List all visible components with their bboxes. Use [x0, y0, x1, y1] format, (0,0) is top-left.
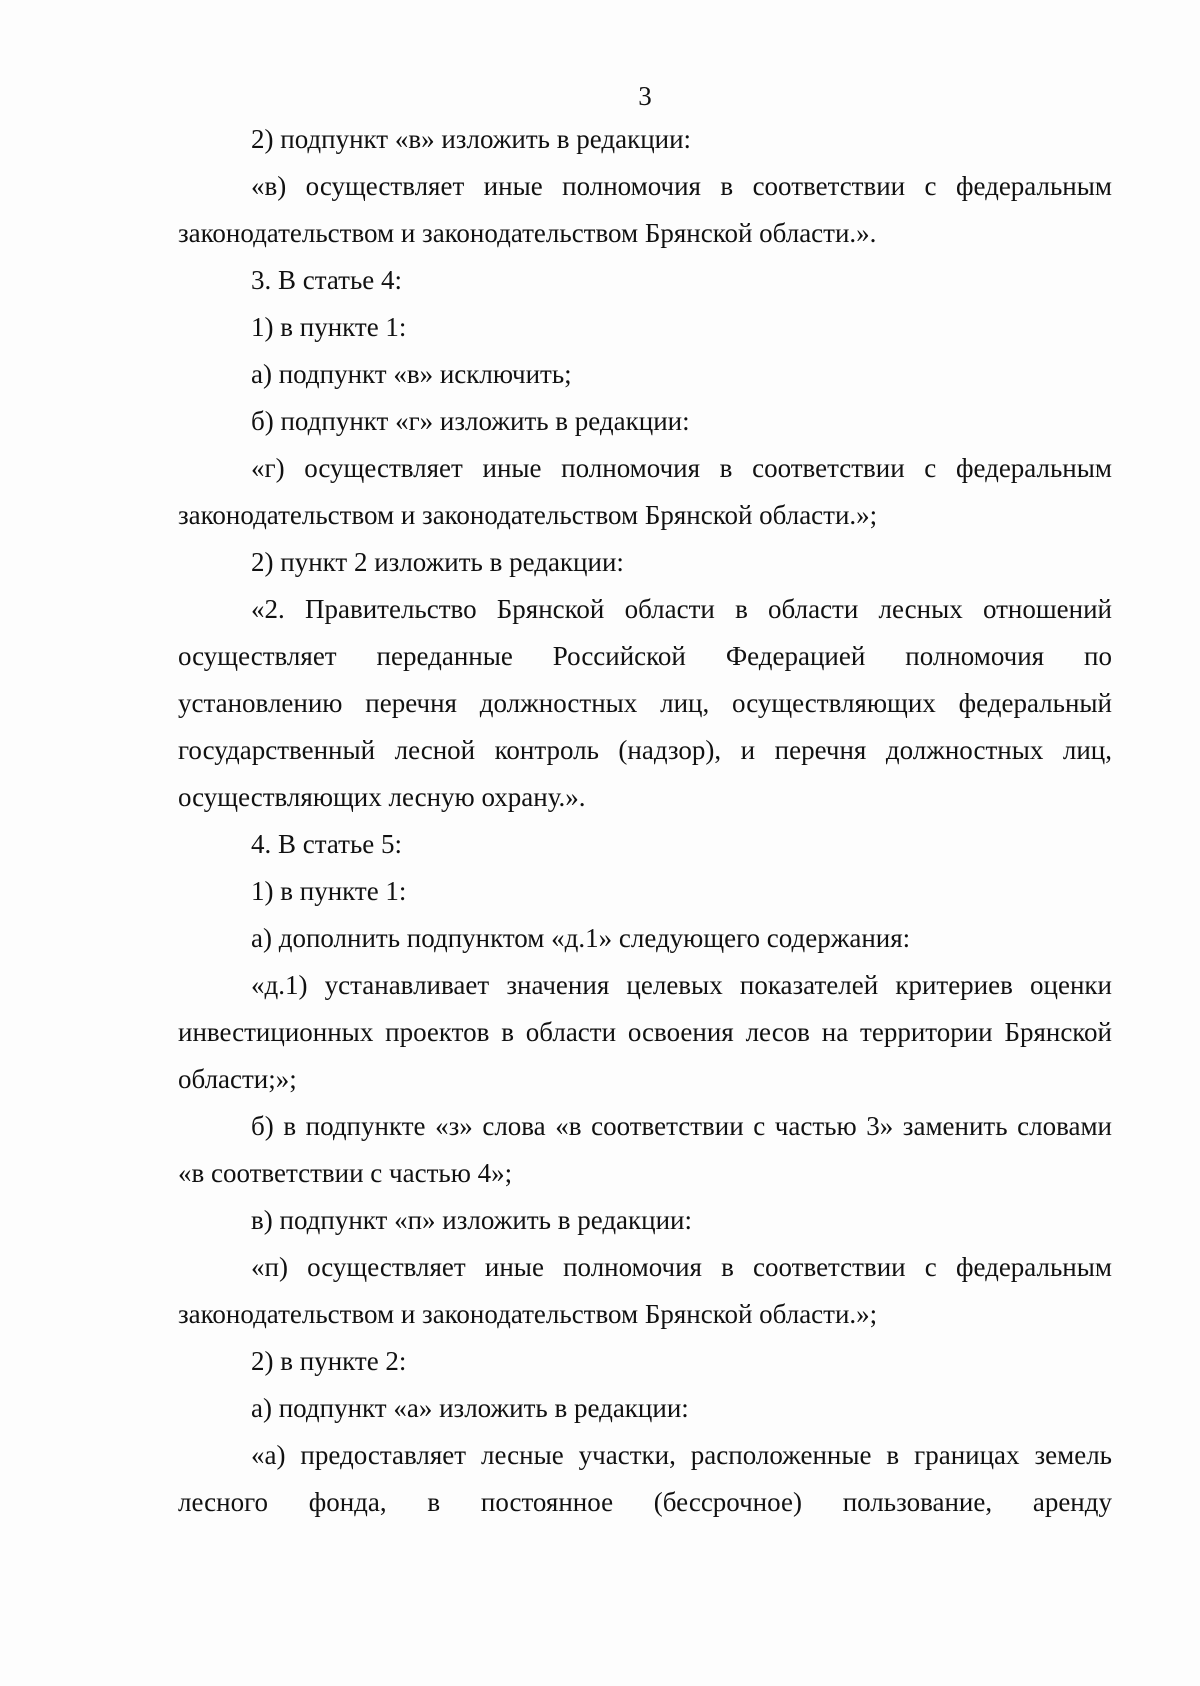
paragraph: «а) предоставляет лесные участки, расположенные в границах земель лесного фонда, в постоянное (бессрочное) пользование, аренду	[178, 1440, 1112, 1517]
paragraph: а) подпункт «а» изложить в редакции:	[251, 1393, 689, 1423]
paragraph: 4. В статье 5:	[251, 829, 403, 859]
paragraph: 1) в пункте 1:	[251, 312, 407, 342]
paragraph: б) в подпункте «з» слова «в соответствии с частью 3» заменить словами «в соответствии с частью 4»;	[178, 1111, 1112, 1188]
paragraph: «п) осуществляет иные полномочия в соответствии с федеральным законодательством и законодательством Брянской области.»;	[178, 1252, 1112, 1329]
paragraph: а) подпункт «в» исключить;	[251, 359, 572, 389]
paragraph: 2) в пункте 2:	[251, 1346, 407, 1376]
paragraph: «д.1) устанавливает значения целевых показателей критериев оценки инвестиционных проектов в области освоения лесов на территории Брянской области;»;	[178, 970, 1112, 1094]
document-body	[178, 116, 1112, 1526]
paragraph: «г) осуществляет иные полномочия в соответствии с федеральным законодательством и законодательством Брянской области.»;	[178, 453, 1112, 530]
paragraph: б) подпункт «г» изложить в редакции:	[251, 406, 690, 436]
paragraph: «в) осуществляет иные полномочия в соответствии с федеральным законодательством и законодательством Брянской области.».	[178, 171, 1112, 248]
page-number: 3	[638, 81, 652, 111]
paragraph: «2. Правительство Брянской области в области лесных отношений осуществляет переданные Российской Федерацией полномочия по установлению перечня должностных лиц, осуществляющих федеральный государственный лесной контроль (надзор), и перечня должностных лиц, осуществляющих лесную охрану.».	[178, 594, 1112, 812]
paragraph: в) подпункт «п» изложить в редакции:	[251, 1205, 693, 1235]
paragraph: а) дополнить подпунктом «д.1» следующего содержания:	[251, 923, 911, 953]
paragraph: 2) пункт 2 изложить в редакции:	[251, 547, 624, 577]
paragraph: 2) подпункт «в» изложить в редакции:	[251, 124, 692, 154]
paragraph: 1) в пункте 1:	[251, 876, 407, 906]
paragraph: 3. В статье 4:	[251, 265, 403, 295]
